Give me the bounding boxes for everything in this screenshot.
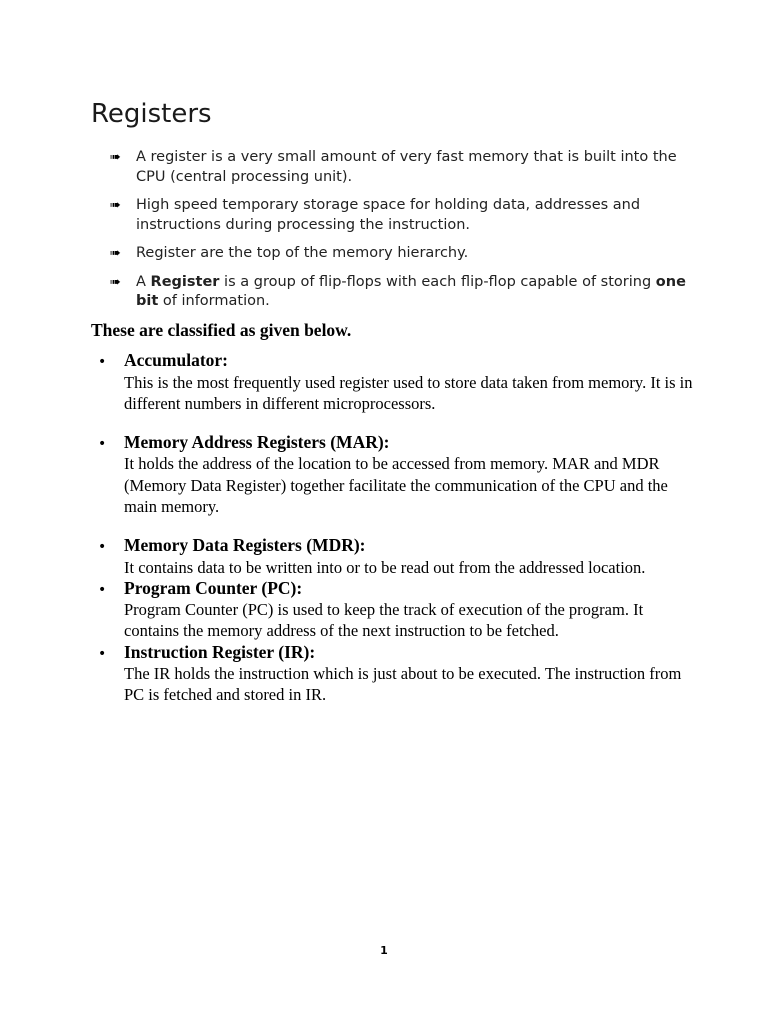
intro-point-text: A register is a very small amount of very fast memory that is built into the CPU (central processing unit). <box>136 149 677 185</box>
page-number: 1 <box>380 944 388 957</box>
register-name: Program Counter (PC): <box>124 577 303 598</box>
intro-point <box>110 273 690 312</box>
register-item-mdr <box>98 535 694 578</box>
register-description: This is the most frequently used register used to store data taken from memory. It is in different numbers in different microprocessors. <box>124 372 693 413</box>
register-item-mar <box>98 431 694 517</box>
register-item-accumulator <box>98 350 694 414</box>
register-description: The IR holds the instruction which is just about to be executed. The instruction from PC is fetched and stored in IR. <box>124 664 682 705</box>
register-name: Memory Address Registers (MAR): <box>124 431 390 452</box>
intro-point-text-prefix: A <box>136 273 151 290</box>
dot-bullet-icon: • <box>98 581 107 598</box>
arrow-bullet-icon: ➠ <box>110 150 121 165</box>
dot-bullet-icon: • <box>98 645 107 662</box>
dot-bullet-icon: • <box>98 354 107 370</box>
dot-bullet-icon: • <box>98 539 107 556</box>
register-item-ir <box>98 641 694 706</box>
register-name: Memory Data Registers (MDR): <box>124 535 366 556</box>
register-name: Instruction Register (IR): <box>124 641 316 662</box>
register-description: It holds the address of the location to be accessed from memory. MAR and MDR (Memory Data Register) together facilitate the communication of the CPU and the main memory. <box>124 454 668 516</box>
register-name: Accumulator: <box>124 350 229 370</box>
register-term: Register <box>150 273 220 290</box>
register-item-pc <box>98 577 694 642</box>
intro-point <box>110 148 690 187</box>
register-description: Program Counter (PC) is used to keep the track of execution of the program. It contains the memory address of the next instruction to be fetched. <box>124 600 644 641</box>
classification-heading: These are classified as given below. <box>91 320 352 340</box>
register-list <box>98 350 694 706</box>
intro-point <box>110 244 690 264</box>
register-description: It contains data to be written into or to be read out from the addressed location. <box>124 557 646 577</box>
intro-bullet-list <box>110 148 690 321</box>
arrow-bullet-icon: ➠ <box>110 198 121 213</box>
dot-bullet-icon: • <box>98 435 107 452</box>
intro-point-text-suffix: of information. <box>158 293 270 309</box>
intro-point-text-middle: is a group of flip-flops with each flip-flop capable of storing <box>219 273 656 290</box>
page-title: Registers <box>91 99 212 129</box>
intro-point-text: High speed temporary storage space for holding data, addresses and instructions during processing the instruction. <box>136 197 641 233</box>
one-bit-term: one bit <box>136 273 686 309</box>
intro-point-text <box>136 274 686 310</box>
arrow-bullet-icon: ➠ <box>110 246 121 261</box>
intro-point-text: Register are the top of the memory hierarchy. <box>136 245 469 261</box>
intro-point <box>110 196 690 235</box>
arrow-bullet-icon: ➠ <box>110 274 121 290</box>
